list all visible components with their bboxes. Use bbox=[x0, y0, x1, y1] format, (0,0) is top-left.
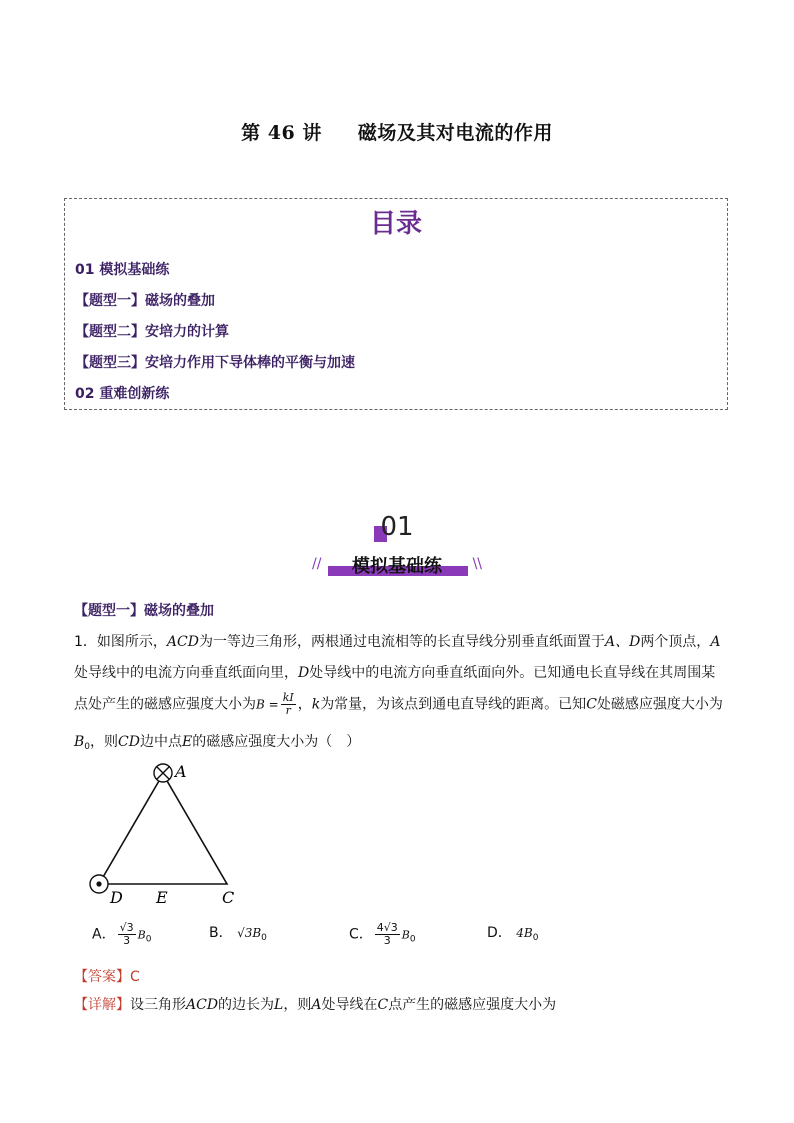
detail-label: 【详解】 bbox=[74, 997, 130, 1013]
section-right-deco: \\ bbox=[472, 556, 482, 572]
toc-item-type-1[interactable]: 【题型一】磁场的叠加 bbox=[75, 293, 215, 309]
question-line-3: 点处产生的磁感应强度大小为B = $\frac{kI}{r}$ ，k为常量，为该点到通电直导线的距离。已知C处磁感应强度大小为 bbox=[74, 691, 723, 717]
label-c: C bbox=[222, 888, 235, 907]
detail-line: 【详解】设三角形ACD的边长为L，则A处导线在C点产生的磁感应强度大小为 bbox=[74, 997, 557, 1013]
option-b[interactable]: B． $√3B_0$ bbox=[209, 925, 267, 943]
page-title bbox=[0, 118, 794, 145]
section-banner bbox=[312, 552, 482, 578]
label-d: D bbox=[110, 888, 123, 907]
table-of-contents bbox=[64, 198, 728, 410]
toc-item-advanced-practice[interactable]: 02 重难创新练 bbox=[75, 386, 170, 402]
question-type-heading: 【题型一】磁场的叠加 bbox=[74, 603, 214, 619]
toc-item-basic-practice[interactable]: 01 模拟基础练 bbox=[75, 262, 170, 278]
triangle-acd bbox=[99, 774, 227, 884]
question-line-1: 1．如图所示，ACD为一等边三角形，两根通过电流相等的长直导线分别垂直纸面置于A、D两个顶点，A bbox=[74, 634, 721, 650]
question-line-2: 处导线中的电流方向垂直纸面向里，D处导线中的电流方向垂直纸面向外。已知通电长直导线在其周围某 bbox=[74, 665, 716, 681]
triangle-diagram bbox=[86, 760, 246, 910]
lecture-number: 第 46 讲 bbox=[241, 122, 322, 144]
label-e: E bbox=[156, 888, 168, 907]
answer-line bbox=[74, 966, 140, 986]
label-a: A bbox=[175, 762, 187, 781]
toc-item-type-3[interactable]: 【题型三】安培力作用下导体棒的平衡与加速 bbox=[75, 355, 355, 371]
toc-heading: 目录 bbox=[369, 209, 422, 239]
option-d[interactable]: D． $4B_0$ bbox=[487, 925, 539, 943]
section-number: 01 bbox=[380, 512, 414, 542]
option-a[interactable]: A． $\frac{√3}{3}$ $B_0$ bbox=[92, 921, 152, 947]
formula-fraction: $\frac{kI}{r}$ bbox=[282, 691, 294, 717]
lecture-topic: 磁场及其对电流的作用 bbox=[357, 122, 553, 144]
answer-value: C bbox=[130, 969, 140, 985]
toc-item-type-2[interactable]: 【题型二】安培力的计算 bbox=[75, 324, 229, 340]
section-name: 模拟基础练 bbox=[352, 556, 442, 577]
formula-lhs: B = bbox=[256, 697, 279, 712]
question-line-4: $B_0$，则CD边中点E的磁感应强度大小为（ ） bbox=[74, 734, 361, 752]
answer-label: 【答案】 bbox=[74, 969, 130, 985]
section-left-deco: // bbox=[312, 556, 322, 572]
option-c[interactable]: C． $\frac{4√3}{3}$ $B_0$ bbox=[349, 921, 416, 947]
